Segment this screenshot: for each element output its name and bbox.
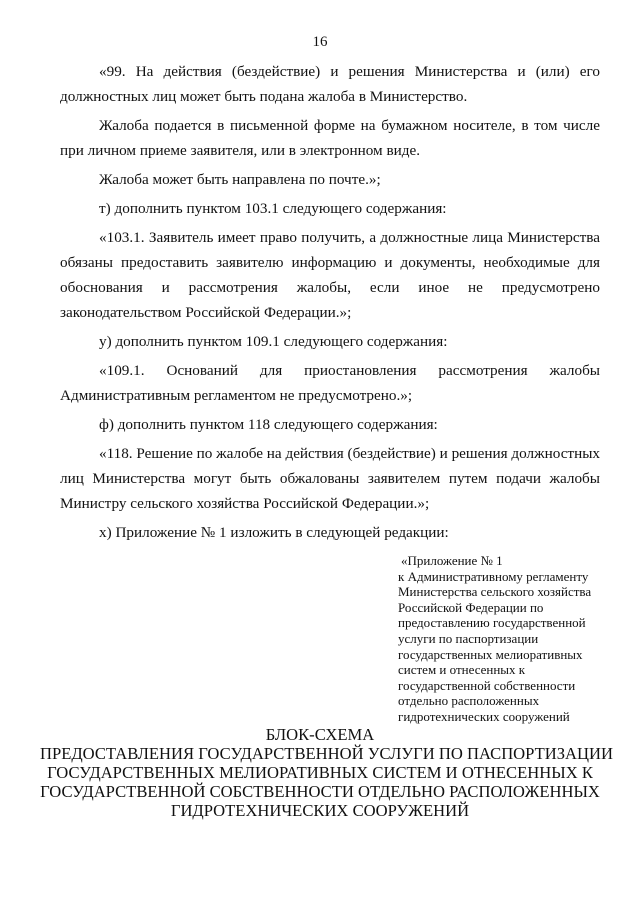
paragraph-118: «118. Решение по жалобе на действия (бездействие) и решения должностных лиц Министерства могут быть обжалованы заявителем путем подачи жалобы Министру сельского хозяйства Российской Федерации.»; (60, 445, 600, 512)
annex-line: государственных мелиоративных (398, 646, 583, 662)
annex-line: предоставлению государственной (398, 615, 586, 631)
annex-line: Российской Федерации по (398, 599, 544, 615)
annex-line: отдельно расположенных (398, 693, 540, 709)
paragraph-109-1: «109.1. Оснований для приостановления рассмотрения жалобы Административным регламентом не предусмотрено.»; (60, 362, 600, 404)
annex-line: гидротехнических сооружений (398, 708, 570, 724)
scheme-title-line: ГОСУДАРСТВЕННЫХ МЕЛИОРАТИВНЫХ СИСТЕМ И ОТНЕСЕННЫХ К (47, 763, 593, 782)
paragraph-item-u: у) дополнить пунктом 109.1 следующего содержания: (99, 333, 448, 350)
paragraph-item-f: ф) дополнить пунктом 118 следующего содержания: (99, 416, 438, 433)
annex-line: к Административному регламенту (398, 568, 589, 584)
paragraph-103-1: «103.1. Заявитель имеет право получить, а должностные лица Министерства обязаны предоставить заявителю информацию и документы, необходимые для обоснования и рассмотрения жалобы, если иное не предусмотрено законодательством Российской Федерации.»; (60, 229, 600, 321)
paragraph-item-t: т) дополнить пунктом 103.1 следующего содержания: (99, 200, 447, 217)
annex-line: государственной собственности (398, 677, 576, 693)
annex-reference (398, 553, 603, 725)
annex-line: услуги по паспортизации (398, 630, 539, 646)
paragraph-99: «99. На действия (бездействие) и решения Министерства и (или) его должностных лиц может быть подана жалоба в Министерство. (60, 63, 600, 105)
document-body (60, 59, 600, 549)
scheme-title-line: ГИДРОТЕХНИЧЕСКИХ СООРУЖЕНИЙ (170, 801, 470, 820)
annex-line: Министерства сельского хозяйства (398, 584, 592, 600)
annex-line: систем и отнесенных к (398, 662, 526, 678)
page-number: 16 (312, 34, 328, 50)
scheme-title-line: БЛОК-СХЕМА (265, 725, 375, 744)
scheme-title-line: ГОСУДАРСТВЕННОЙ СОБСТВЕННОСТИ ОТДЕЛЬНО РАСПОЛОЖЕННЫХ (40, 782, 600, 801)
block-scheme-title (40, 725, 613, 820)
paragraph-complaint-mail: Жалоба может быть направлена по почте.»; (99, 171, 381, 188)
paragraph-complaint-form: Жалоба подается в письменной форме на бумажном носителе, в том числе при личном приеме заявителя, или в электронном виде. (60, 117, 600, 159)
scheme-title-line: ПРЕДОСТАВЛЕНИЯ ГОСУДАРСТВЕННОЙ УСЛУГИ ПО ПАСПОРТИЗАЦИИ (40, 744, 613, 763)
annex-line: «Приложение № 1 (401, 553, 503, 568)
paragraph-item-kh: х) Приложение № 1 изложить в следующей редакции: (99, 524, 449, 541)
